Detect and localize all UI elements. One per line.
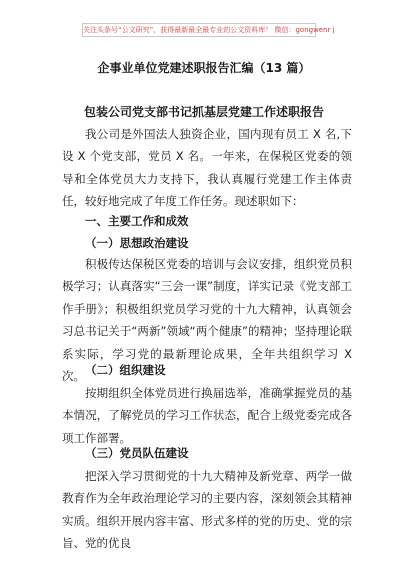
ideology-paragraph: 积极传达保税区党委的培训与会议安排，组织党员积极学习；认真落实“三会一课”制度，详实记录《党支部工作手册》；积极组织党员学习党的十九大精神，认真领会习总书记关于“两新”领域“两个健康”的精神；坚持理论联系实际，学习党的最新理论成果，全年共组织学习 X 次。 [62,257,352,384]
subsection-heading-organization: （二）组织建设 [85,363,166,377]
promo-banner: 关注头条号“公文研究”，获得最新最全最专业的公文资料库！ 微信：gongwenr j [82,23,316,37]
subsection-heading-ideology: （一）思想政治建设 [85,236,189,250]
organization-paragraph: 按期组织全体党员进行换届选举，准确掌握党员的基本情况，了解党员的学习工作状态，配合上级党委完成各项工作部署。 [62,386,352,445]
report-title: 包装公司党支部书记抓基层党建工作述职报告 [83,105,324,119]
intro-paragraph: 我公司是外国法人独资企业，国内现有员工 X 名,下设 X 个党支部，党员 X 名。一年来，在保税区党委的领导和全体党员大力支持下，我认真履行党建工作主体责任，较好地完成了年度工作任务。现述职如下： [62,127,352,209]
section-heading-main-work: 一、主要工作和成效 [85,214,189,228]
party-members-paragraph: 把深入学习贯彻党的十九大精神及新党章、两学一做教育作为全年政治理论学习的主要内容，深刻领会其精神实质。组织开展内容丰富、形式多样的党的历史、党的宗旨、党的优良 [62,469,352,551]
subsection-heading-party-members: （三）党员队伍建设 [85,446,189,460]
document-title: 企事业单位党建述职报告汇编（13 篇） [97,61,311,75]
